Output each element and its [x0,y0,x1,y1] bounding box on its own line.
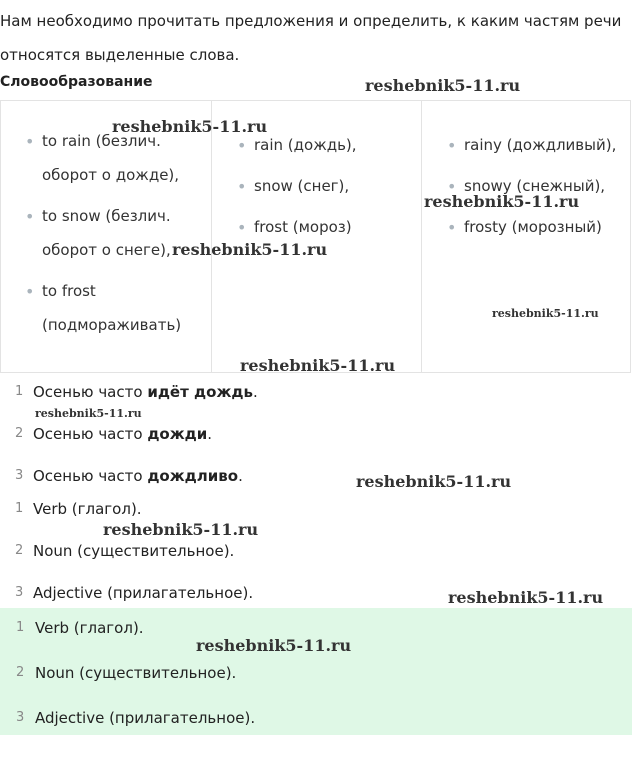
watermark: reshebnik5-11.ru [112,117,268,136]
list-item: • to frost (подмораживать) [42,275,207,342]
bullet-icon: • [447,177,457,196]
list-item: • to snow (безлич. оборот о снеге), [42,200,207,267]
word-formation-table [0,100,631,373]
watermark: reshebnik5-11.ru [35,407,142,420]
sentence-item: 2 Осенью часто дожди. [15,425,213,443]
watermark: reshebnik5-11.ru [492,307,599,320]
watermark: reshebnik5-11.ru [448,588,604,607]
list-item: • frosty (морозный) [464,207,632,248]
watermark: reshebnik5-11.ru [172,240,328,259]
list-item: • rain (дождь), [254,125,422,166]
section-heading: Словообразование [0,74,153,90]
answer-box [0,608,632,735]
part-item: 3 Adjective (прилагательное). [15,584,254,602]
watermark: reshebnik5-11.ru [240,356,396,375]
sentence-item: 3 Осенью часто дождливо. [15,467,243,485]
list-item: • snowy (снежный), [464,166,632,207]
list-item: • rainy (дождливый), [464,125,632,166]
sentence-item: 1 Осенью часто идёт дождь. [15,383,258,401]
answer-item: 1 Verb (глагол). [16,619,144,637]
table-column-verbs [1,101,211,372]
list-item: • to rain (безлич. оборот о дожде), [42,125,207,192]
watermark: reshebnik5-11.ru [356,472,512,491]
list-item: • frost (мороз) [254,207,422,248]
bullet-icon: • [447,136,457,155]
answer-item: 3 Adjective (прилагательное). [16,709,256,727]
watermark: reshebnik5-11.ru [424,192,580,211]
list-item: • snow (снег), [254,166,422,207]
bullet-icon: • [25,132,35,151]
part-item: 2 Noun (существительное). [15,542,235,560]
part-item: 1 Verb (глагол). [15,500,142,518]
watermark: reshebnik5-11.ru [365,76,521,95]
bullet-icon: • [447,218,457,237]
watermark: reshebnik5-11.ru [196,636,352,655]
answer-item: 2 Noun (существительное). [16,664,237,682]
sentences-list [0,381,632,507]
bullet-icon: • [25,207,35,226]
bullet-icon: • [237,218,247,237]
intro-text: Нам необходимо прочитать предложения и определить, к каким частям речи относятся выделенные слова. [0,12,622,64]
watermark: reshebnik5-11.ru [103,520,259,539]
table-column-adjectives [421,101,632,372]
table-column-nouns [211,101,422,372]
bullet-icon: • [237,136,247,155]
bullet-icon: • [25,282,35,301]
bullet-icon: • [237,177,247,196]
